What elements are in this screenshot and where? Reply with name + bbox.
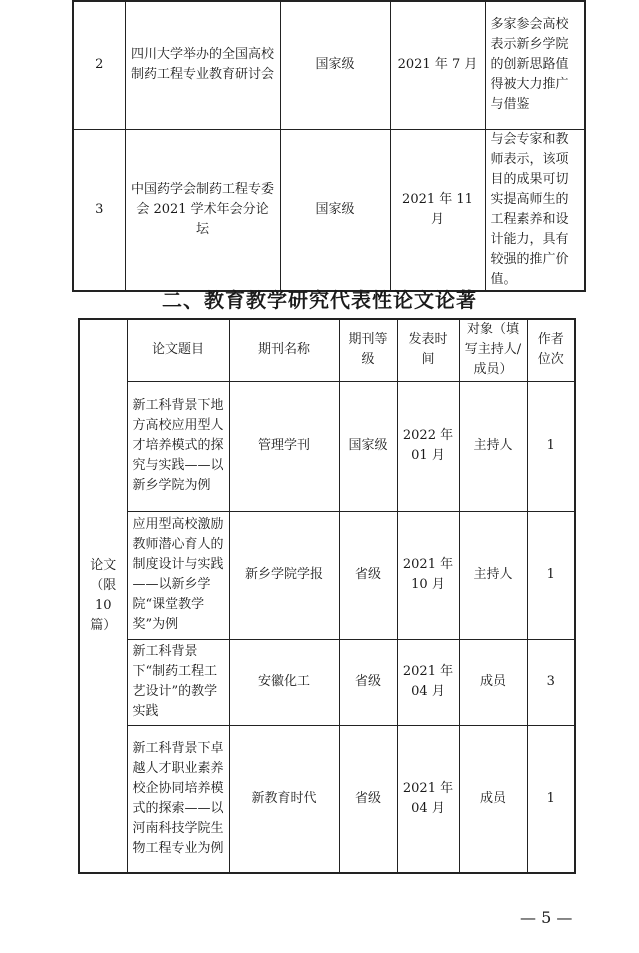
event-name: 中国药学会制药工程专委会 2021 学术年会分论坛 xyxy=(125,129,280,291)
header-title: 论文题目 xyxy=(127,319,229,381)
header-role: 对象（填写主持人/成员） xyxy=(459,319,527,381)
paper-grade: 省级 xyxy=(339,639,397,725)
paper-role: 主持人 xyxy=(459,381,527,511)
event-date: 2021 年 11 月 xyxy=(390,129,485,291)
paper-rank: 1 xyxy=(527,725,575,873)
table-row xyxy=(73,1,585,129)
paper-grade: 国家级 xyxy=(339,381,397,511)
page-number: — 5 — xyxy=(520,908,573,927)
paper-grade: 省级 xyxy=(339,725,397,873)
event-description: 与会专家和教师表示，该项目的成果可切实提高师生的工程素养和设计能力，具有较强的推广价值。 xyxy=(485,129,585,291)
event-name: 四川大学举办的全国高校制药工程专业教育研讨会 xyxy=(125,1,280,129)
category-cell: 论文（限 10 篇） xyxy=(79,319,127,873)
paper-time: 2022 年 01 月 xyxy=(397,381,459,511)
event-description: 多家参会高校表示新乡学院的创新思路值得被大力推广与借鉴 xyxy=(485,1,585,129)
event-date: 2021 年 7 月 xyxy=(390,1,485,129)
paper-journal: 新乡学院学报 xyxy=(229,511,339,639)
paper-journal: 管理学刊 xyxy=(229,381,339,511)
paper-title: 应用型高校激励教师潜心育人的制度设计与实践——以新乡学院“课堂教学奖”为例 xyxy=(127,511,229,639)
row-number: 2 xyxy=(73,1,125,129)
awards-table xyxy=(72,0,586,292)
paper-role: 主持人 xyxy=(459,511,527,639)
table-row xyxy=(79,381,575,511)
header-grade: 期刊等级 xyxy=(339,319,397,381)
paper-journal: 新教育时代 xyxy=(229,725,339,873)
paper-grade: 省级 xyxy=(339,511,397,639)
paper-rank: 1 xyxy=(527,511,575,639)
paper-title: 新工科背景下卓越人才职业素养校企协同培养模式的探索——以河南科技学院生物工程专业为例 xyxy=(127,725,229,873)
paper-time: 2021 年 04 月 xyxy=(397,725,459,873)
header-rank: 作者位次 xyxy=(527,319,575,381)
table-header-row xyxy=(79,319,575,381)
event-level: 国家级 xyxy=(280,1,390,129)
table-row xyxy=(79,639,575,725)
section-heading: 二、教育教学研究代表性论文论著 xyxy=(162,288,477,312)
table-row xyxy=(79,725,575,873)
row-number: 3 xyxy=(73,129,125,291)
table-row xyxy=(73,129,585,291)
paper-role: 成员 xyxy=(459,725,527,873)
paper-role: 成员 xyxy=(459,639,527,725)
paper-time: 2021 年 04 月 xyxy=(397,639,459,725)
paper-title: 新工科背景下“制药工程工艺设计”的教学实践 xyxy=(127,639,229,725)
header-time: 发表时间 xyxy=(397,319,459,381)
event-level: 国家级 xyxy=(280,129,390,291)
paper-rank: 3 xyxy=(527,639,575,725)
paper-time: 2021 年 10 月 xyxy=(397,511,459,639)
paper-title: 新工科背景下地方高校应用型人才培养模式的探究与实践——以新乡学院为例 xyxy=(127,381,229,511)
header-journal: 期刊名称 xyxy=(229,319,339,381)
paper-rank: 1 xyxy=(527,381,575,511)
table-row xyxy=(79,511,575,639)
papers-table xyxy=(78,318,576,874)
paper-journal: 安徽化工 xyxy=(229,639,339,725)
